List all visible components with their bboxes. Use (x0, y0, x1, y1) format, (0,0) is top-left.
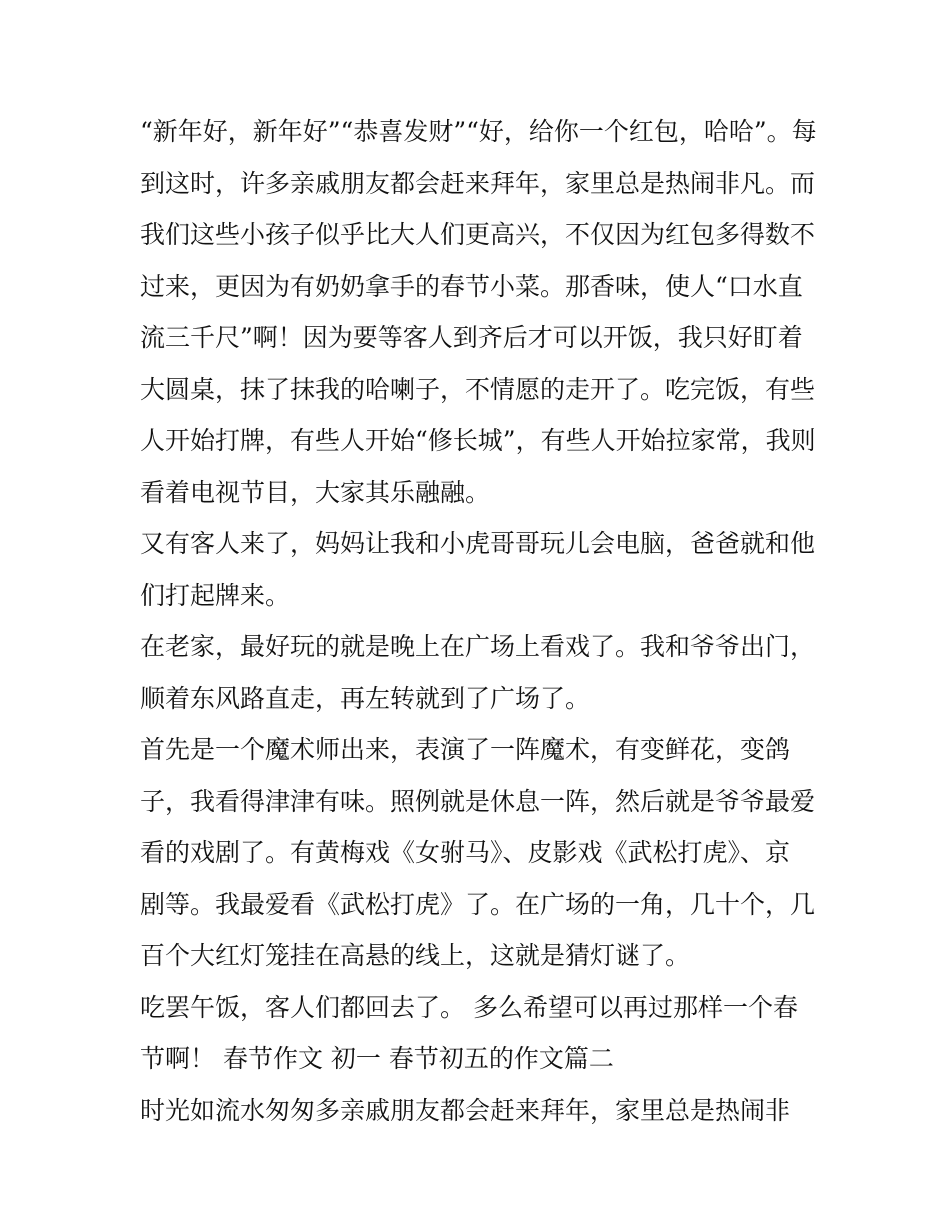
text-line: 看着电视节目，大家其乐融融。 (140, 477, 491, 507)
text-line: 又有客人来了，妈妈让我和小虎哥哥玩儿会电脑，爸爸就和他 (140, 529, 816, 558)
text-line: 到这时，许多亲戚朋友都会赶来拜年，家里总是热闹非凡。而 (140, 168, 816, 198)
text-line: 百个大红灯笼挂在高悬的线上，这就是猜灯谜了。 (140, 941, 691, 970)
text-line: “新年好，新年好”“恭喜发财”“好，给你一个红包，哈哈”。每 (140, 117, 817, 146)
text-line: 大圆桌，抹了抹我的哈喇子，不情愿的走开了。吃完饭，有些 (140, 374, 816, 404)
text-line: 节啊！ 春节作文 初一 春节初五的作文篇二 (140, 1044, 614, 1073)
text-line: 子，我看得津津有味。照例就是休息一阵，然后就是爷爷最爱 (140, 786, 816, 816)
text-line: 们打起牌来。 (140, 580, 291, 610)
document-body (140, 106, 820, 1136)
text-line: 在老家，最好玩的就是晚上在广场上看戏了。我和爷爷出门， (140, 632, 816, 661)
text-line: 时光如流水匆匆多亲戚朋友都会赶来拜年，家里总是热闹非 (140, 1095, 791, 1125)
text-line: 吃罢午饭，客人们都回去了。 多么希望可以再过那样一个春 (140, 992, 798, 1022)
text-line: 人开始打牌，有些人开始“修长城”，有些人开始拉家常，我则 (140, 426, 816, 455)
text-line: 过来，更因为有奶奶拿手的春节小菜。那香味，使人“口水直 (140, 271, 803, 301)
text-line: 我们这些小孩子似乎比大人们更高兴，不仅因为红包多得数不 (140, 220, 816, 249)
text-line: 首先是一个魔术师出来，表演了一阵魔术，有变鲜花，变鸽 (140, 735, 791, 764)
text-line: 剧等。我最爱看《武松打虎》了。在广场的一角，几十个，几 (140, 889, 816, 919)
text-line: 看的戏剧了。有黄梅戏《女驸马》、皮影戏《武松打虎》、京 (140, 838, 791, 867)
text-line: 顺着东风路直走，再左转就到了广场了。 (140, 683, 591, 713)
text-line: 流三千尺”啊！因为要等客人到齐后才可以开饭，我只好盯着 (140, 323, 803, 352)
